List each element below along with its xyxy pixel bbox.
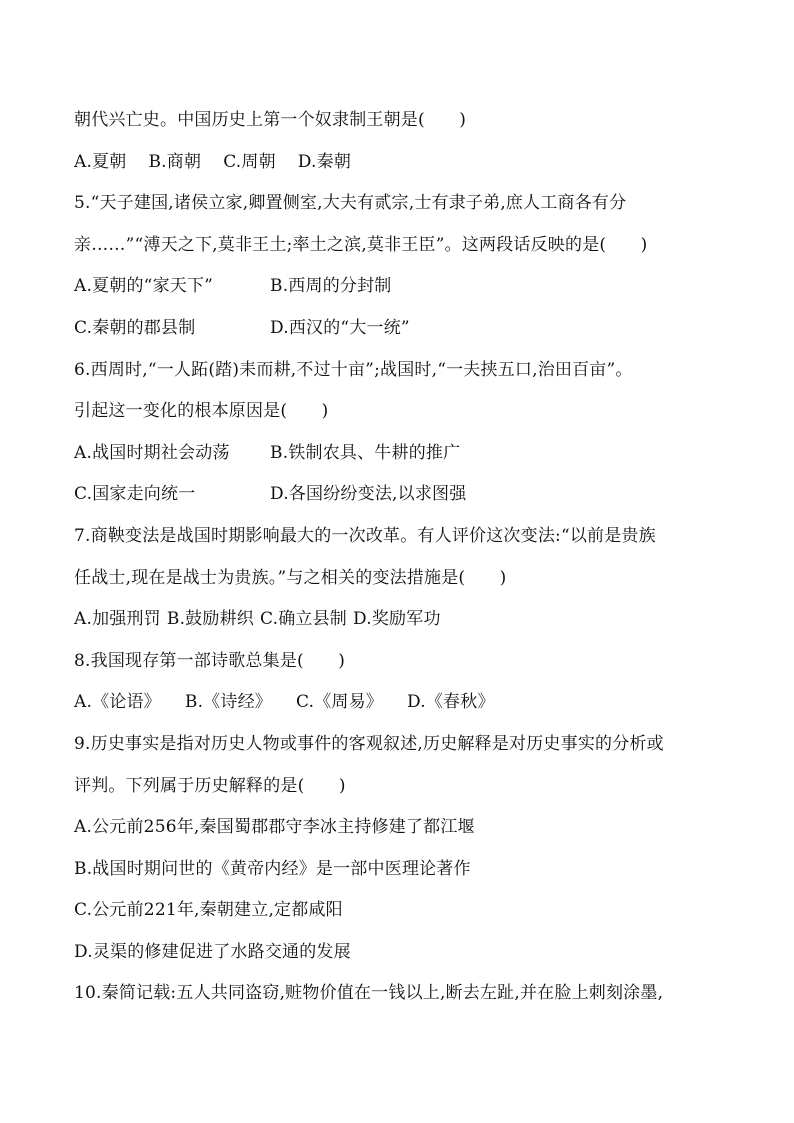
q8-option-a: A.《论语》 [74,692,161,713]
q6-stem-line1: 6.西周时,“一人跖(踏)耒而耕,不过十亩”;战国时,“一夫挟五口,治田百亩”。 [74,359,633,380]
q5-stem-line1: 5.“天子建国,诸侯立家,卿置侧室,大夫有贰宗,士有隶子弟,庶人工商各有分 [74,193,627,214]
q10-stem-line1: 10.秦简记载:五人共同盗窃,赃物价值在一钱以上,断去左趾,并在脸上刺刻涂墨, [74,983,664,1004]
q6-option-d: D.各国纷纷变法,以求图强 [270,484,467,505]
q6-options-row1 [74,433,734,475]
q7-options [74,599,734,641]
q4-option-b: B.商朝 [148,151,202,172]
q6-options-row2 [74,474,734,516]
q8-options [74,682,734,724]
q7-stem-line1: 7.商鞅变法是战国时期影响最大的一次改革。有人评价这次变法:“以前是贵族 [74,525,656,546]
q7-stem-line2: 任战士,现在是战士为贵族。”与之相关的变法措施是( ) [74,567,507,588]
q8-option-d: D.《春秋》 [407,692,495,713]
q9-option-b: B.战国时期问世的《黄帝内经》是一部中医理论著作 [74,858,471,879]
q6-option-c: C.国家走向统一 [74,484,196,505]
q6-option-b: B.铁制农具、牛耕的推广 [270,442,461,463]
q5-option-b: B.西周的分封制 [270,276,392,297]
q4-options [74,142,734,184]
q4-stem-tail: 朝代兴亡史。中国历史上第一个奴隶制王朝是( ) [74,110,467,130]
q4-option-c: C.周朝 [223,151,276,172]
q6-stem-line2: 引起这一变化的根本原因是( ) [74,401,329,422]
q9-stem-line1: 9.历史事实是指对历史人物或事件的客观叙述,历史解释是对历史事实的分析或 [74,733,664,754]
q5-option-a: A.夏朝的“家天下” [74,276,214,297]
q7-option-b: B.鼓励耕织 [166,609,254,630]
question-content [74,100,734,1015]
q5-stem-line2: 亲……”“溥天之下,莫非王土;率土之滨,莫非王臣”。这两段话反映的是( ) [74,234,648,255]
q6-option-a: A.战国时期社会动荡 [74,442,230,463]
q8-option-b: B.《诗经》 [184,692,272,713]
q8-stem: 8.我国现存第一部诗歌总集是( ) [74,650,346,671]
q9-option-c: C.公元前221年,秦朝建立,定都咸阳 [74,900,343,921]
q7-option-d: D.奖励军功 [353,609,441,630]
q7-option-c: C.确立县制 [260,609,348,630]
q5-option-d: D.西汉的“大一统” [270,317,410,338]
q9-option-a: A.公元前256年,秦国蜀郡郡守李冰主持修建了都江堰 [74,817,475,838]
q5-options-row2 [74,308,734,350]
q4-option-d: D.秦朝 [297,151,352,172]
q4-option-a: A.夏朝 [74,151,127,172]
q8-option-c: C.《周易》 [296,692,384,713]
q9-stem-line2: 评判。下列属于历史解释的是( ) [74,775,346,796]
q7-option-a: A.加强刑罚 [74,609,161,630]
q5-options-row1 [74,266,734,308]
q5-option-c: C.秦朝的郡县制 [74,317,196,338]
q9-option-d: D.灵渠的修建促进了水路交通的发展 [74,941,351,962]
